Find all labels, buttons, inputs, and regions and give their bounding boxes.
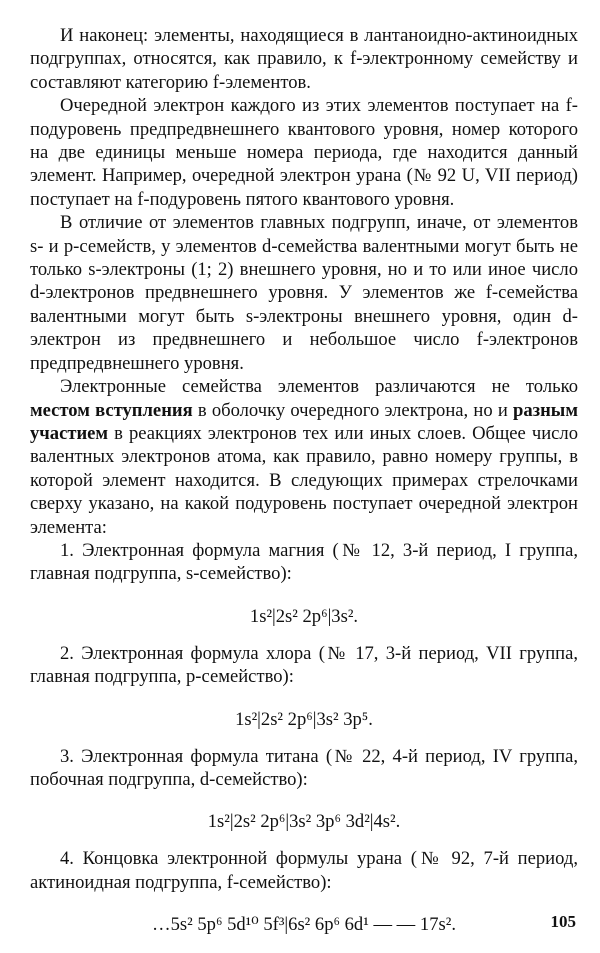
formula-uranium [30,900,578,944]
formula-chlorine [30,695,578,739]
page-number: 105 [550,912,576,931]
paragraph-families [30,375,578,539]
page-text [30,24,578,950]
formula-titanium [30,797,578,841]
text-run: Электронные семейства элементов различаются не только [60,376,578,398]
bold-term: разным участием [30,399,578,444]
bold-term: местом вступления [30,399,193,421]
formula-text: 1s²|2s² 2p⁶|3s². [249,605,359,627]
paragraph-f-sublevel: Очередной электрон каждого из этих элементов поступает на f-подуровень предпредвнешнего квантового уровня, номер которого на две единицы меньше номера периода, где находится данный элемент. Например, очередной электрон урана (№ 92 U, VII период) поступает на f-подуровень пятого квантового уровня. [30,95,578,210]
formula-text: 1s²|2s² 2p⁶|3s² 3p⁵. [235,708,373,730]
formula-text: …5s² 5p⁶ 5d¹⁰ 5f³|6s² 6p⁶ 6d¹ — — 17s². [152,914,456,936]
example-chlorine: 2. Электронная формула хлора (№ 17, 3-й период, VII группа, главная подгруппа, p-семейство): [30,642,578,688]
text-run: в оболочку очередного электрона, но и [192,399,513,421]
paragraph-f-elements: И наконец: элементы, находящиеся в лантаноидно-актиноидных подгруппах, относятся, как правило, к f-электронному семейству и составляют категорию f-элементов. [30,25,578,93]
paragraph-valence: В отличие от элементов главных подгрупп, иначе, от элементов s- и p-семейств, у элементов d-семейства валентными могут быть не только s-электроны (1; 2) внешнего уровня, но и то или иное число d-электронов предвнешнего уровня. У элементов же f-семейства валентными могут быть s-электроны внешнего уровня, один d-электрон из предвнешнего и небольшое число f-электронов предпредвнешнего уровня. [30,212,578,374]
example-uranium: 4. Концовка электронной формулы урана (№ 92, 7-й период, актиноидная подгруппа, f-семейство): [30,848,578,893]
example-titanium: 3. Электронная формула титана (№ 22, 4-й период, IV группа, побочная подгруппа, d-семейство): [30,745,578,790]
formula-text: 1s²|2s² 2p⁶|3s² 3p⁶ 3d²|4s². [207,811,401,833]
example-magnesium: 1. Электронная формула магния (№ 12, 3-й период, I группа, главная подгруппа, s-семейство): [30,539,578,585]
text-run: в реакциях электронов тех или иных слоев. Общее число валентных электронов атома, как правило, равно номеру группы, в которой элемент находится. В следующих примерах стрелочками сверху указано, на какой подуровень поступает очередной электрон элемента: [30,422,578,538]
formula-magnesium [30,592,578,636]
